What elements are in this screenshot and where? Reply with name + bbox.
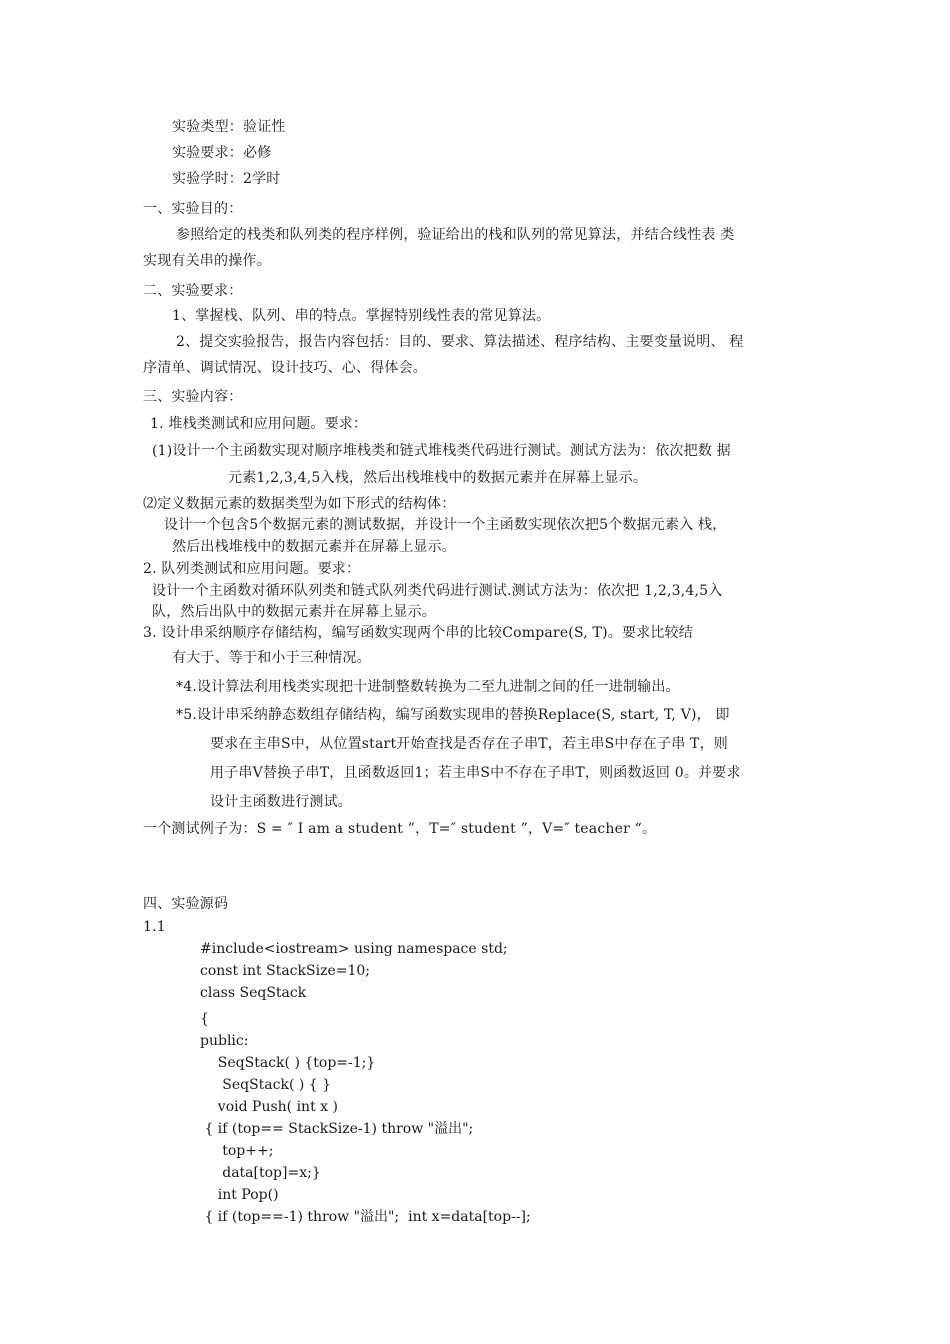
code-line: void Push( int x ) — [200, 1099, 338, 1115]
code-line: class SeqStack — [200, 985, 307, 1001]
section-1-paragraph-line1: 参照给定的栈类和队列类的程序样例，验证给出的栈和队列的常见算法，并结合线性表 类 — [176, 227, 735, 243]
section-3-title: 三、实验内容： — [143, 389, 243, 405]
section-3-item-4: *4.设计算法利用栈类实现把十进制整数转换为二至九进制之间的任一进制输出。 — [176, 679, 680, 695]
experiment-type: 实验类型：验证性 — [172, 119, 286, 135]
section-1-paragraph-line2: 实现有关串的操作。 — [143, 253, 271, 269]
section-3-test-example: 一个测试例子为：S = ″ I am a student ”，T=″ student ”，V=″ teacher “。 — [143, 821, 657, 837]
code-line: { if (top==-1) throw "溢出"; int x=data[top--]; — [200, 1209, 531, 1225]
code-line: SeqStack( ) { } — [200, 1077, 332, 1093]
section-2-title: 二、实验要求： — [143, 283, 243, 299]
code-line: #include<iostream> using namespace std; — [200, 941, 508, 957]
section-3-item-1a-line2: 元素1,2,3,4,5入栈，然后出栈堆栈中的数据元素并在屏幕上显示。 — [228, 470, 648, 486]
code-line: { if (top== StackSize-1) throw "溢出"; — [200, 1121, 474, 1137]
code-line: data[top]=x;} — [200, 1165, 321, 1181]
section-4-subheading: 1.1 — [143, 919, 166, 935]
section-3-item-5-line2: 要求在主串S中，从位置start开始查找是否存在子串T，若主串S中存在子串 T，则 — [210, 736, 728, 752]
section-3-item-1a-line1: (1)设计一个主函数实现对顺序堆栈类和链式堆栈类代码进行测试。测试方法为：依次把数 据 — [152, 443, 731, 459]
experiment-hours: 实验学时：2学时 — [172, 171, 281, 187]
section-3-item-1: 1. 堆栈类测试和应用问题。要求： — [150, 416, 368, 432]
section-3-item-5-line3: 用子串V替换子串T，且函数返回1；若主串S中不存在子串T，则函数返回 0。并要求 — [210, 765, 741, 781]
section-3-item-3-line2: 有大于、等于和小于三种情况。 — [172, 650, 371, 666]
section-2-item-2-line2: 序清单、调试情况、设计技巧、心、得体会。 — [143, 360, 427, 376]
section-3-item-1b-line2: 然后出栈堆栈中的数据元素并在屏幕上显示。 — [172, 539, 456, 555]
code-line: public: — [200, 1033, 249, 1049]
section-2-item-2-line1: 2、提交实验报告，报告内容包括：目的、要求、算法描述、程序结构、主要变量说明、 程 — [176, 334, 744, 350]
section-3-item-2: 2. 队列类测试和应用问题。要求： — [143, 561, 361, 577]
section-4-title: 四、实验源码 — [143, 896, 229, 912]
code-line: SeqStack( ) {top=-1;} — [200, 1055, 376, 1071]
section-3-item-2-line1: 设计一个主函数对循环队列类和链式队列类代码进行测试.测试方法为：依次把 1,2,3,4,5入 — [152, 583, 723, 599]
section-3-item-1b-line1: 设计一个包含5个数据元素的测试数据，并设计一个主函数实现依次把5个数据元素入 栈， — [164, 517, 727, 533]
section-1-title: 一、实验目的： — [143, 201, 243, 217]
section-2-item-1: 1、掌握栈、队列、串的特点。掌握特别线性表的常见算法。 — [172, 308, 551, 324]
section-3-item-5-line1: *5.设计串采纳静态数组存储结构，编写函数实现串的替换Replace(S, start, T, V)， 即 — [176, 707, 730, 723]
code-line: top++; — [200, 1143, 274, 1159]
code-line: const int StackSize=10; — [200, 963, 370, 979]
code-line: { — [200, 1011, 209, 1027]
section-3-item-1b: ⑵定义数据元素的数据类型为如下形式的结构体： — [143, 496, 456, 512]
section-3-item-2-line2: 队，然后出队中的数据元素并在屏幕上显示。 — [152, 604, 436, 620]
code-line: int Pop() — [200, 1187, 279, 1203]
section-3-item-5-line4: 设计主函数进行测试。 — [210, 794, 352, 810]
experiment-requirement: 实验要求：必修 — [172, 145, 272, 161]
section-3-item-3-line1: 3. 设计串采纳顺序存储结构，编写函数实现两个串的比较Compare(S, T)。要求比较结 — [143, 625, 693, 641]
